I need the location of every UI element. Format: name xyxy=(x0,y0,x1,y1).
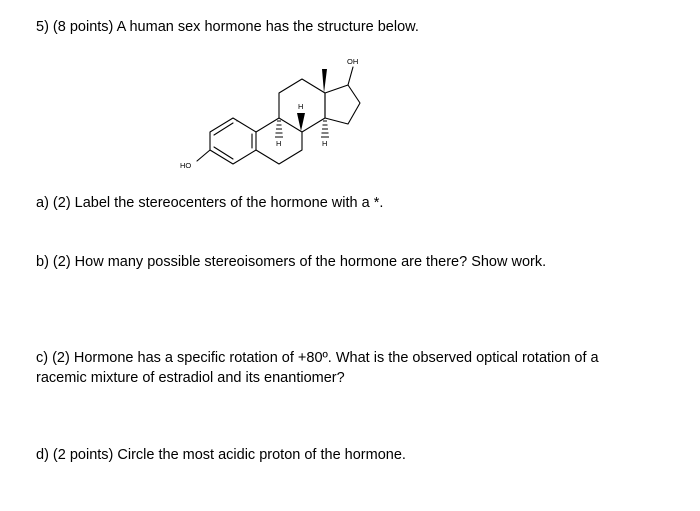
h-hash-right xyxy=(321,121,329,137)
hydroxyl-top-label: OH xyxy=(347,57,359,66)
part-b-text: b) (2) How many possible stereoisomers of the hormone are there? Show work. xyxy=(36,254,547,270)
skeletal-bonds xyxy=(197,67,360,164)
hormone-structure-diagram xyxy=(0,0,700,200)
part-a-text: a) (2) Label the stereocenters of the hormone with a *. xyxy=(36,195,384,211)
part-c-text-line1: c) (2) Hormone has a specific rotation of +80º. What is the observed optical rotation of a xyxy=(36,350,599,366)
h-left-label: H xyxy=(276,139,282,148)
question-title: 5) (8 points) A human sex hormone has the structure below. xyxy=(36,19,419,35)
hydroxyl-left-label: HO xyxy=(180,161,192,170)
part-d-text: d) (2 points) Circle the most acidic proton of the hormone. xyxy=(36,447,406,463)
methyl-wedge xyxy=(322,69,327,93)
h-top-label: H xyxy=(298,102,304,111)
h-right-label: H xyxy=(322,139,328,148)
h-wedge xyxy=(297,113,305,131)
part-c-text-line2: racemic mixture of estradiol and its enantiomer? xyxy=(36,370,345,386)
h-hash-left xyxy=(275,121,283,137)
